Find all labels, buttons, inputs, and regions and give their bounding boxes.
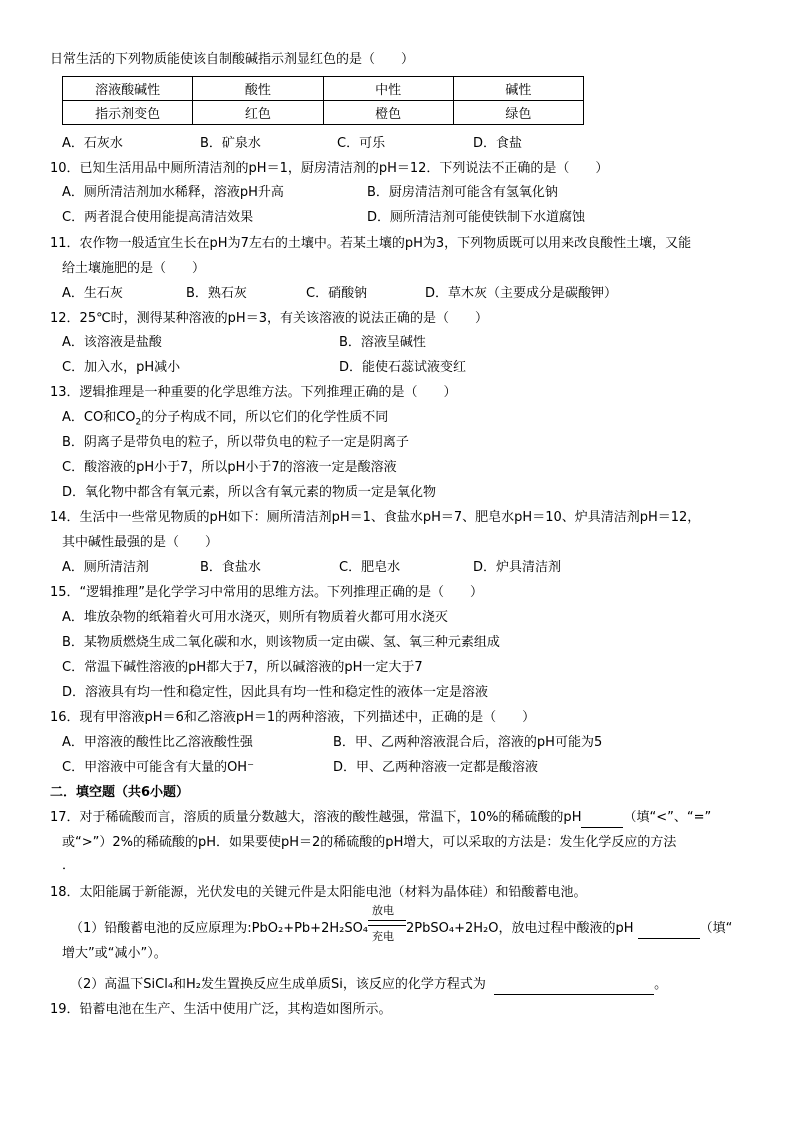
- indicator-table: [62, 76, 584, 125]
- equation-left: PbO₂+Pb+2H₂SO₄: [251, 921, 369, 936]
- q18-part2-pre: （2）高温下SiCl₄和H₂发生置换反应生成单质Si，该反应的化学方程式为: [70, 977, 486, 992]
- q15-stem: 15．“逻辑推理”是化学学习中常用的思维方法。下列推理正确的是（ ）: [50, 585, 484, 600]
- q16-stem: 16．现有甲溶液pH＝6和乙溶液pH＝1的两种溶液，下列描述中，正确的是（ ）: [50, 710, 536, 725]
- q17-line1: [50, 809, 760, 828]
- q16-option-a[interactable]: A．甲溶液的酸性比乙溶液酸性强: [62, 735, 253, 750]
- q18-part2-post: 。: [654, 977, 668, 992]
- table-cell: 绿色: [453, 101, 583, 125]
- q11-option-c[interactable]: C．硝酸钠: [306, 286, 368, 301]
- q13-option-a-subscript: 2: [135, 417, 142, 428]
- q18-part1-tail: （填“: [699, 921, 733, 936]
- q10-option-d[interactable]: D．厕所清洁剂可能使铁制下水道腐蚀: [367, 210, 586, 225]
- q13-option-d[interactable]: D．氧化物中都含有氧元素，所以含有氧元素的物质一定是氧化物: [62, 485, 437, 500]
- q12-option-d[interactable]: D．能使石蕊试液变红: [339, 360, 467, 375]
- q11-option-a[interactable]: A．生石灰: [62, 286, 123, 301]
- q15-option-d[interactable]: D．溶液具有均一性和稳定性，因此具有均一性和稳定性的液体一定是溶液: [62, 685, 489, 700]
- discharge-label: 放电: [372, 904, 395, 917]
- q18-part1-pre: （1）铅酸蓄电池的反应原理为:: [70, 921, 252, 936]
- equilibrium-arrow-icon: [368, 920, 406, 926]
- q18-part1-post: ，放电过程中酸液的pH: [498, 921, 634, 936]
- q12-option-b[interactable]: B．溶液呈碱性: [339, 335, 426, 350]
- q17-line1-post: （填“<”、“=”: [623, 810, 712, 825]
- q16-option-d[interactable]: D．甲、乙两种溶液一定都是酸溶液: [333, 760, 539, 775]
- q14-option-a[interactable]: A．厕所清洁剂: [62, 560, 149, 575]
- table-cell: 酸性: [193, 77, 323, 101]
- q14-stem-line1: 14．生活中一些常见物质的pH如下：厕所清洁剂pH＝1、食盐水pH＝7、肥皂水pH＝10、炉具清洁剂pH＝12，: [50, 510, 701, 525]
- q12-stem: 12．25℃时，测得某种溶液的pH＝3，有关该溶液的说法正确的是（ ）: [50, 311, 488, 326]
- q11-stem-line1: 11．农作物一般适宜生长在pH为7左右的土壤中。若某土壤的pH为3，下列物质既可以用来改良酸性土壤，又能: [50, 236, 692, 251]
- q13-option-c[interactable]: C．酸溶液的pH小于7，所以pH小于7的溶液一定是酸溶液: [62, 460, 397, 475]
- q14-option-b[interactable]: B．食盐水: [200, 560, 261, 575]
- q19-stem: 19．铅蓄电池在生产、生活中使用广泛，其构造如图所示。: [50, 1002, 392, 1017]
- q17-answer-blank[interactable]: [581, 809, 623, 828]
- q11-option-b[interactable]: B．熟石灰: [186, 286, 247, 301]
- reversible-arrow: [368, 904, 406, 943]
- q18-part2: [70, 976, 780, 995]
- q13-option-b[interactable]: B．阴离子是带负电的粒子，所以带负电的粒子一定是阴离子: [62, 435, 409, 450]
- q9-option-b[interactable]: B．矿泉水: [200, 136, 261, 151]
- table-cell: 溶液酸碱性: [63, 77, 193, 101]
- equation-right: 2PbSO₄+2H₂O: [406, 921, 499, 936]
- q10-option-c[interactable]: C．两者混合使用能提高清洁效果: [62, 210, 254, 225]
- q9-option-a[interactable]: A．石灰水: [62, 136, 123, 151]
- q15-option-b[interactable]: B．某物质燃烧生成二氧化碳和水，则该物质一定由碳、氢、氧三种元素组成: [62, 635, 500, 650]
- q11-stem-line2: 给土壤施肥的是（ ）: [62, 261, 206, 276]
- q9-option-d[interactable]: D．食盐: [473, 136, 523, 151]
- q14-option-c[interactable]: C．肥皂水: [339, 560, 401, 575]
- q12-option-a[interactable]: A．该溶液是盐酸: [62, 335, 162, 350]
- section-heading: 二．填空题（共6小题）: [50, 785, 190, 800]
- table-cell: 红色: [193, 101, 323, 125]
- q17-line3: ．: [62, 858, 76, 873]
- q18-part1: [70, 904, 780, 943]
- q10-stem: 10．已知生活用品中厕所清洁剂的pH＝1，厨房清洁剂的pH＝12．下列说法不正确的是（ ）: [50, 161, 609, 176]
- q14-stem-line2: 其中碱性最强的是（ ）: [62, 535, 219, 550]
- table-cell: 中性: [323, 77, 453, 101]
- q18-equation-blank[interactable]: [494, 976, 654, 995]
- table-row: [63, 101, 584, 125]
- q15-option-a[interactable]: A．堆放杂物的纸箱着火可用水浇灭，则所有物质着火都可用水浇灭: [62, 610, 448, 625]
- q10-option-a[interactable]: A．厕所清洁剂加水稀释，溶液pH升高: [62, 185, 284, 200]
- table-cell: 指示剂变色: [63, 101, 193, 125]
- q13-stem: 13．逻辑推理是一种重要的化学思维方法。下列推理正确的是（ ）: [50, 385, 457, 400]
- q17-line1-pre: 17．对于稀硫酸而言，溶质的质量分数越大，溶液的酸性越强，常温下，10%的稀硫酸的pH: [50, 810, 582, 825]
- q18-part1-line2: 增大”或“减小”）。: [62, 946, 167, 961]
- q16-option-b[interactable]: B．甲、乙两种溶液混合后，溶液的pH可能为5: [333, 735, 603, 750]
- q17-line2: 或“>”）2%的稀硫酸的pH．如果要使pH＝2的稀硫酸的pH增大，可以采取的方法是：发生化学反应的方法: [62, 835, 677, 850]
- q14-option-d[interactable]: D．炉具清洁剂: [473, 560, 562, 575]
- q16-option-c[interactable]: C．甲溶液中可能含有大量的OH⁻: [62, 760, 254, 775]
- q18-stem: 18．太阳能属于新能源，光伏发电的关键元件是太阳能电池（材料为晶体硅）和铅酸蓄电池。: [50, 885, 587, 900]
- q13-option-a[interactable]: [62, 409, 388, 432]
- q11-option-d[interactable]: D．草木灰（主要成分是碳酸钾）: [425, 286, 618, 301]
- q9-option-c[interactable]: C．可乐: [337, 136, 386, 151]
- q15-option-c[interactable]: C．常温下碱性溶液的pH都大于7，所以碱溶液的pH一定大于7: [62, 660, 423, 675]
- table-cell: 橙色: [323, 101, 453, 125]
- q18-ph-blank[interactable]: [638, 920, 700, 939]
- table-row: [63, 77, 584, 101]
- q13-option-a-pre: A．CO和CO: [62, 410, 136, 425]
- q12-option-c[interactable]: C．加入水，pH减小: [62, 360, 181, 375]
- q13-option-a-post: 的分子构成不同，所以它们的化学性质不同: [141, 410, 389, 425]
- charge-label: 充电: [372, 930, 395, 943]
- table-cell: 碱性: [453, 77, 583, 101]
- q9-stem: 日常生活的下列物质能使该自制酸碱指示剂显红色的是（ ）: [50, 52, 415, 67]
- q10-option-b[interactable]: B．厨房清洁剂可能含有氢氧化钠: [367, 185, 558, 200]
